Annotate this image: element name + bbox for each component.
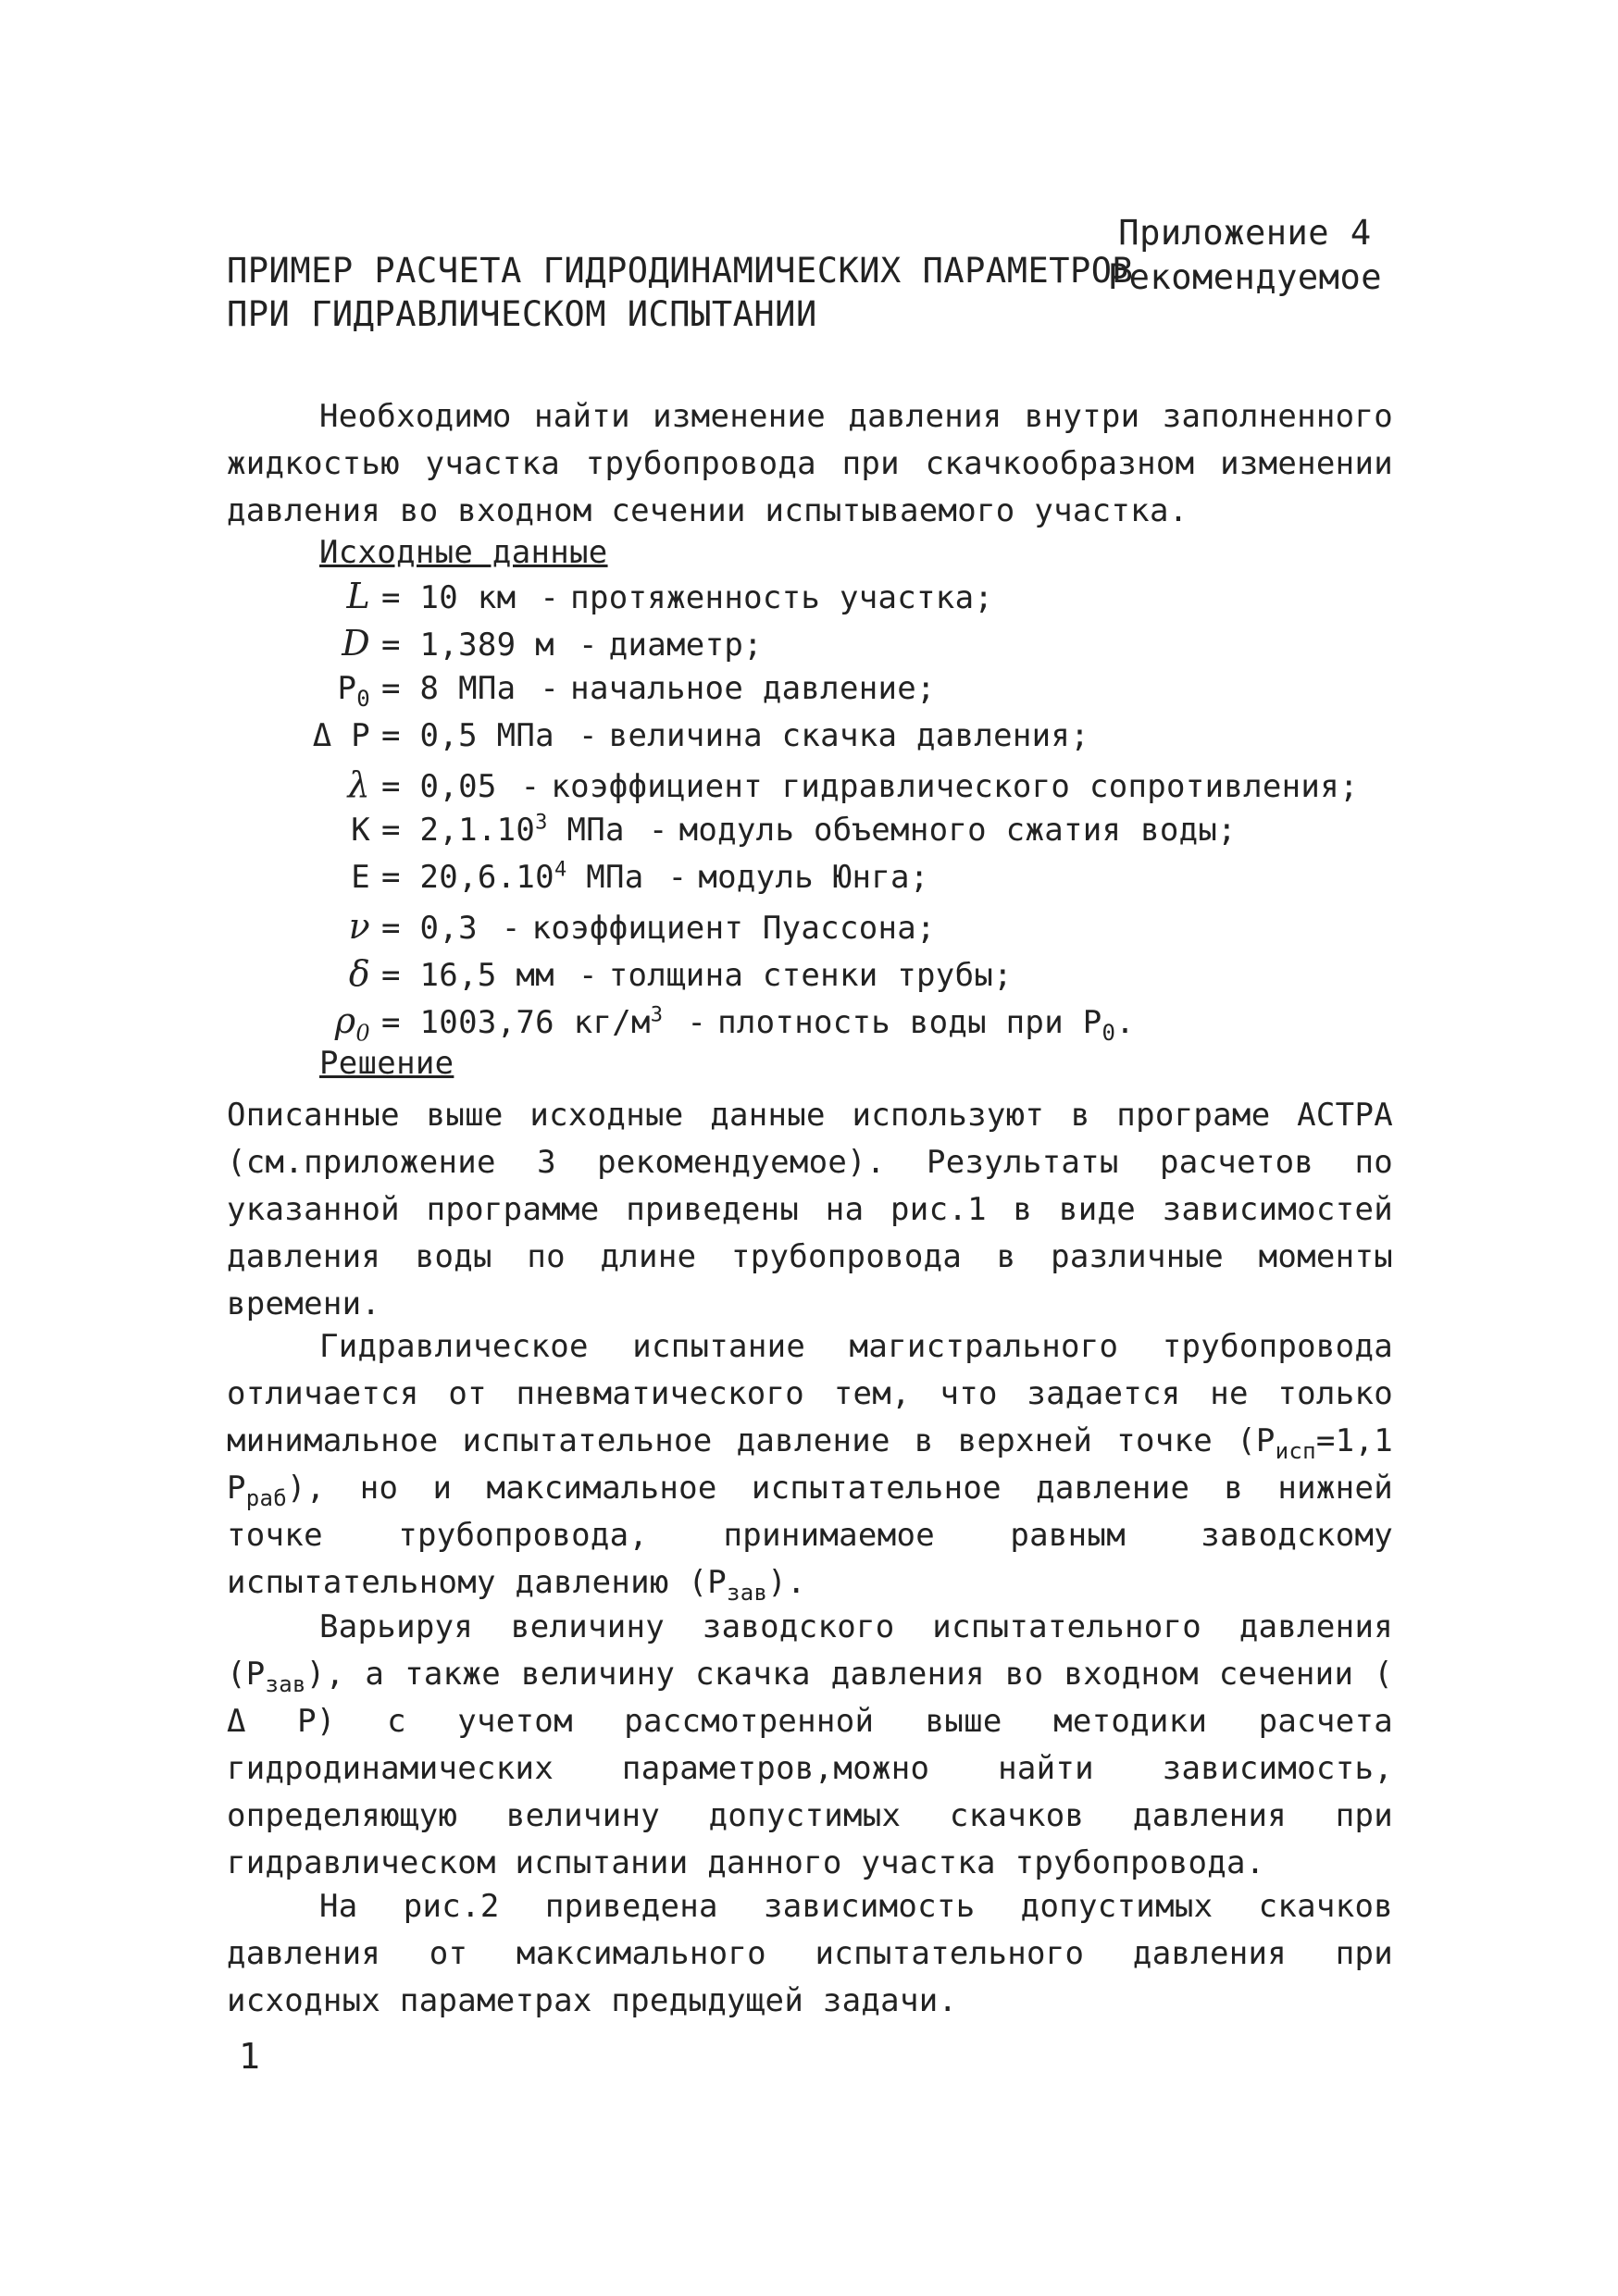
param-wall-thickness: δ = 16,5 мм - толщина стенки трубы; [348, 953, 1013, 994]
document-title [227, 250, 1133, 336]
intro-paragraph: Необходимо найти изменение давления внутри заполненного жидкостью участка трубопровода при скачкообразном изменении давления во входном сечении испытываемого участка. [227, 398, 1393, 529]
figure-reference-paragraph: На рис.2 приведена зависимость допустимых скачков давления от максимального испытательного давления при исходных параметрах предыдущей задачи. [227, 1888, 1393, 2019]
title-line-2: ПРИ ГИДРАВЛИЧЕСКОМ ИСПЫТАНИИ [227, 293, 817, 334]
parameter-list [305, 576, 1416, 1048]
title-line-1: ПРИМЕР РАСЧЕТА ГИДРОДИНАМИЧЕСКИХ ПАРАМЕТРОВ [227, 251, 1134, 291]
param-length: L = 10 км - протяженность участка; [346, 576, 994, 616]
page-number: 1 [239, 2036, 260, 2077]
appendix-status: Рекомендуемое [1107, 257, 1382, 298]
param-poisson: ν = 0,3 - коэффициент Пуассона; [348, 906, 936, 947]
solution-paragraph: Описанные выше исходные данные используют в програме АСТРА (см.приложение 3 рекомендуемое). Результаты расчетов по указанной программе приведены на рис.1 в виде зависимостей давления воды по длине трубопровода в различные моменты времени. [227, 1097, 1393, 1322]
param-diameter: D = 1,389 м - диаметр; [342, 623, 763, 664]
solution-heading: Решение [319, 1045, 454, 1082]
hydraulic-test-paragraph: Гидравлическое испытание магистрального трубопровода отличается от пневматического тем, что задается не только минимальное испытательное давление в верхней точке ($P_{исп}=1,1$ $P_{раб}$), но и максимальное испытательное давление в нижней точке трубопровода, принимаемое равным заводскому испытательному давлению $(P_{зав})$. [227, 1328, 1393, 1606]
param-bulk-modulus: K = $2,1.10^3$ МПа - модуль объемного сжатия воды; [351, 811, 1237, 849]
appendix-label [1108, 211, 1382, 300]
param-youngs-modulus: E = $20,6.10^4$ МПа - модуль Юнга; [351, 858, 929, 896]
param-pressure-jump: Δ P = 0,5 МПа - величина скачка давления; [312, 717, 1089, 754]
variation-paragraph: Варьируя величину заводского испытательного давления $(P_{зав})$, а также величину скачка давления во входном сечении ( Δ P) с учетом рассмотренной выше методики расчета гидродинамических параметров,можно найти зависимость, определяющую величину допустимых скачков давления при гидравлическом испытании данного участка трубопровода. [227, 1608, 1393, 1881]
source-data-heading: Исходные данные [319, 534, 608, 571]
appendix-number: Приложение 4 [1118, 213, 1372, 253]
param-initial-pressure: $P_0$ = 8 МПа - начальное давление; [337, 670, 936, 712]
param-hydraulic-resistance: λ = 0,05 - коэффициент гидравлического сопротивления; [347, 764, 1359, 805]
param-density: $\rho_0$ = 1003,76 $кг/м^3$ - плотность воды при $P_0$. [334, 1000, 1136, 1047]
